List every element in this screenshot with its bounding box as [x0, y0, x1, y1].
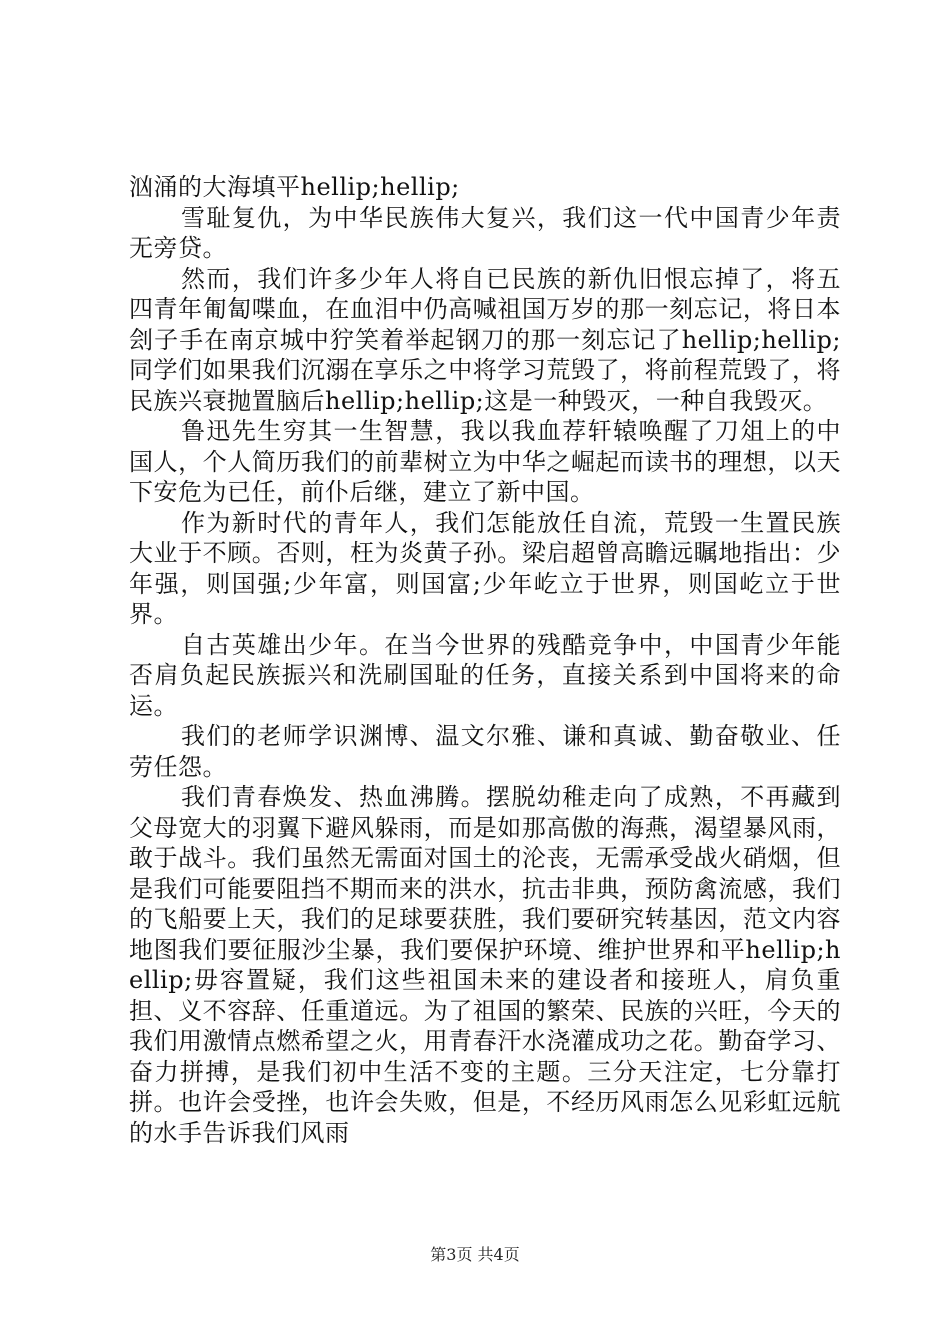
paragraph: 鲁迅先生穷其一生智慧，我以我血荐轩辕唤醒了刀俎上的中国人，个人简历我们的前辈树立为中华之崛起而读书的理想，以天下安危为已任，前仆后继，建立了新中国。: [129, 417, 841, 506]
document-body: [129, 172, 841, 1148]
paragraph: 然而，我们许多少年人将自已民族的新仇旧恨忘掉了，将五四青年匍匐喋血，在血泪中仍高喊祖国万岁的那一刻忘记，将日本刽子手在南京城中狞笑着举起钢刀的那一刻忘记了hellip;hellip;同学们如果我们沉溺在享乐之中将学习荒毁了，将前程荒毁了，将民族兴衰抛置脑后hellip;hellip;这是一种毁灭，一种自我毁灭。: [129, 264, 841, 415]
paragraph: 自古英雄出少年。在当今世界的残酷竞争中，中国青少年能否肩负起民族振兴和洗刷国耻的任务，直接关系到中国将来的命运。: [129, 630, 841, 720]
paragraph: 雪耻复仇，为中华民族伟大复兴，我们这一代中国青少年责无旁贷。: [129, 203, 841, 262]
paragraph: 我们青春焕发、热血沸腾。摆脱幼稚走向了成熟，不再藏到父母宽大的羽翼下避风躲雨，而是如那高傲的海燕，渴望暴风雨，敢于战斗。我们虽然无需面对国土的沦丧，无需承受战火硝烟，但是我们可能要阻挡不期而来的洪水，抗击非典，预防禽流感，我们的飞船要上天，我们的足球要获胜，我们要研究转基因，范文内容地图我们要征服沙尘暴，我们要保护环境、维护世界和平hellip;hellip;毋容置疑，我们这些祖国未来的建设者和接班人，肩负重担、义不容辞、任重道远。为了祖国的繁荣、民族的兴旺，今天的我们用激情点燃希望之火，用青春汗水浇灌成功之花。勤奋学习、奋力拼搏，是我们初中生活不变的主题。三分天注定，七分靠打拼。也许会受挫，也许会失败，但是，不经历风雨怎么见彩虹远航的水手告诉我们风雨: [129, 783, 841, 1147]
paragraph: 汹涌的大海填平hellip;hellip;: [129, 173, 460, 201]
page-footer: 第3页 共4页: [430, 1245, 520, 1264]
paragraph: 作为新时代的青年人，我们怎能放任自流，荒毁一生置民族大业于不顾。否则，枉为炎黄子孙。梁启超曾高瞻远瞩地指出：少年强，则国强;少年富，则国富;少年屹立于世界，则国屹立于世界。: [129, 508, 841, 628]
paragraph: 我们的老师学识渊博、温文尔雅、谦和真诚、勤奋敬业、任劳任怨。: [129, 722, 841, 781]
